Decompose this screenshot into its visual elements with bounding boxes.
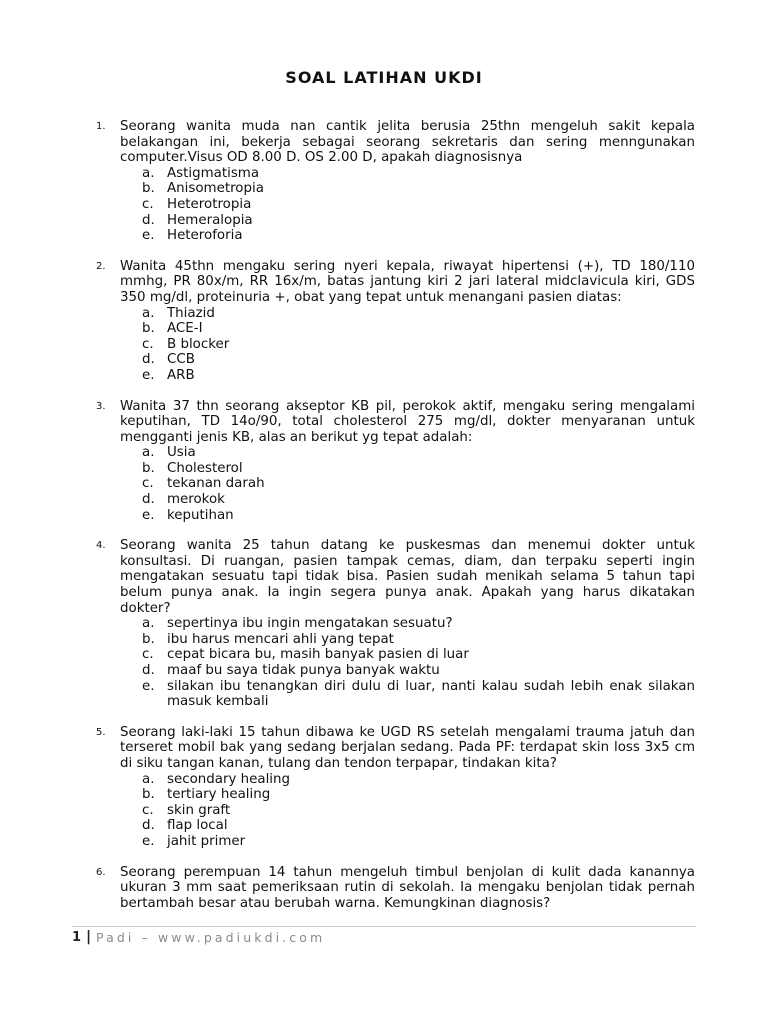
option-letter: d. bbox=[142, 663, 155, 678]
option-letter: d. bbox=[142, 818, 155, 834]
option-item bbox=[120, 337, 695, 353]
question-text: Wanita 37 thn seorang akseptor KB pil, perokok aktif, mengaku sering mengalami keputihan, TD 14o/90, total cholesterol 275 mg/dl, dokter menyaranan untuk mengganti jenis KB, alas an berikut yg tepat adalah: bbox=[120, 398, 695, 445]
page-footer bbox=[72, 926, 696, 947]
option-item bbox=[120, 787, 695, 803]
option-item bbox=[120, 632, 695, 648]
option-text: tekanan darah bbox=[167, 476, 265, 492]
option-letter: e. bbox=[142, 228, 155, 244]
question-text: Wanita 45thn mengaku sering nyeri kepala, riwayat hipertensi (+), TD 180/110 mmhg, PR 80x/m, RR 16x/m, batas jantung kiri 2 jari lateral midclavicula kiri, GDS 350 mg/dl, proteinuria +, obat yang tepat untuk menangani pasien diatas: bbox=[120, 258, 695, 305]
option-text: skin graft bbox=[167, 802, 231, 818]
option-letter: e. bbox=[142, 507, 155, 523]
option-letter: c. bbox=[142, 196, 154, 212]
option-text: Heteroforia bbox=[167, 228, 243, 244]
option-letter: e. bbox=[142, 367, 155, 383]
option-item bbox=[120, 772, 695, 788]
option-text: Thiazid bbox=[167, 305, 215, 321]
option-list bbox=[120, 772, 695, 850]
option-letter: d. bbox=[142, 492, 155, 508]
option-text: Astigmatisma bbox=[167, 165, 260, 181]
option-text: Anisometropia bbox=[167, 181, 264, 197]
option-item bbox=[120, 616, 695, 632]
option-text: CCB bbox=[167, 352, 195, 368]
option-letter: c. bbox=[142, 336, 154, 352]
option-letter: c. bbox=[142, 802, 154, 818]
option-text: Usia bbox=[167, 445, 196, 461]
question-number: 6. bbox=[96, 866, 106, 878]
option-text: tertiary healing bbox=[167, 787, 271, 803]
option-letter: b. bbox=[142, 321, 155, 337]
option-text: ARB bbox=[167, 367, 195, 383]
option-item bbox=[120, 647, 695, 663]
question-number: 1. bbox=[96, 121, 106, 132]
footer-separator: | bbox=[86, 929, 92, 945]
option-text: sepertinya ibu ingin mengatakan sesuatu? bbox=[167, 616, 453, 632]
question-item bbox=[96, 399, 695, 524]
option-item bbox=[120, 352, 695, 368]
option-text: Hemeralopia bbox=[167, 212, 253, 228]
page-number: 1 bbox=[72, 930, 82, 945]
question-text: Seorang laki-laki 15 tahun dibawa ke UGD RS setelah mengalami trauma jatuh dan terseret mobil bak yang sedang berjalan sedang. Pada PF: terdapat skin loss 3x5 cm di siku tangan kanan, tulang dan tendon terpapar, tindakan kita? bbox=[120, 724, 695, 771]
option-letter: c. bbox=[142, 476, 154, 492]
option-item bbox=[120, 368, 695, 384]
option-letter: b. bbox=[142, 460, 155, 476]
option-item bbox=[120, 834, 695, 850]
option-letter: a. bbox=[142, 771, 155, 787]
option-item bbox=[120, 197, 695, 213]
option-text: jahit primer bbox=[167, 833, 246, 849]
option-item bbox=[120, 228, 695, 244]
option-item bbox=[120, 679, 695, 710]
option-item bbox=[120, 461, 695, 477]
option-item bbox=[120, 181, 695, 197]
option-item bbox=[120, 508, 695, 524]
option-letter: b. bbox=[142, 631, 155, 647]
option-text: Cholesterol bbox=[167, 460, 243, 476]
question-number: 5. bbox=[96, 726, 106, 738]
footer-text: Padi – www.padiukdi.com bbox=[96, 930, 326, 945]
option-text: keputihan bbox=[167, 507, 234, 523]
option-letter: c. bbox=[142, 647, 154, 663]
option-letter: a. bbox=[142, 445, 155, 461]
question-number: 4. bbox=[96, 540, 106, 552]
question-number: 2. bbox=[96, 260, 106, 272]
option-text: secondary healing bbox=[167, 771, 291, 787]
question-text: Seorang wanita muda nan cantik jelita berusia 25thn mengeluh sakit kepala belakangan ini, bekerja sebagai seorang sekretaris dan sering menngunakan computer.Visus OD 8.00 D. OS 2.00 D, apakah diagnosisnya bbox=[120, 119, 695, 166]
option-text: ibu harus mencari ahli yang tepat bbox=[167, 631, 394, 647]
option-letter: b. bbox=[142, 787, 155, 803]
option-letter: a. bbox=[142, 305, 155, 321]
option-list bbox=[120, 166, 695, 244]
question-item bbox=[96, 865, 695, 912]
option-letter: a. bbox=[142, 165, 155, 181]
option-list bbox=[120, 616, 695, 710]
question-item bbox=[96, 119, 695, 244]
option-item bbox=[120, 803, 695, 819]
question-text: Seorang wanita 25 tahun datang ke puskesmas dan menemui dokter untuk konsultasi. Di ruangan, pasien tampak cemas, diam, dan terpaku seperti ingin mengatakan sesuatu tapi tidak bisa. Pasien sudah menikah selama 5 tahun tapi belum punya anak. Ia ingin segera punya anak. Apakah yang harus dikatakan dokter? bbox=[120, 538, 695, 616]
option-item bbox=[120, 476, 695, 492]
option-item bbox=[120, 306, 695, 322]
question-text: Seorang perempuan 14 tahun mengeluh timbul benjolan di kulit dada kanannya ukuran 3 mm saat pemeriksaan rutin di sekolah. Ia mengaku benjolan tidak pernah bertambah besar atau berubah warna. Kemungkinan diagnosis? bbox=[120, 864, 695, 911]
option-text: maaf bu saya tidak punya banyak waktu bbox=[167, 663, 440, 678]
option-letter: b. bbox=[142, 181, 155, 197]
option-text: silakan ibu tenangkan diri dulu di luar, nanti kalau sudah lebih enak silakan masuk kembali bbox=[167, 678, 695, 710]
option-item bbox=[120, 321, 695, 337]
option-item bbox=[120, 445, 695, 461]
question-item bbox=[96, 259, 695, 384]
option-letter: d. bbox=[142, 212, 155, 228]
option-text: B blocker bbox=[167, 336, 230, 352]
option-item bbox=[120, 213, 695, 229]
option-item bbox=[120, 492, 695, 508]
option-letter: e. bbox=[142, 833, 155, 849]
option-text: ACE-I bbox=[167, 321, 203, 337]
option-list bbox=[120, 306, 695, 384]
question-number: 3. bbox=[96, 400, 106, 412]
option-item bbox=[120, 663, 695, 679]
page-title: SOAL LATIHAN UKDI bbox=[285, 68, 483, 87]
option-letter: d. bbox=[142, 352, 155, 368]
option-text: Heterotropia bbox=[167, 196, 252, 212]
option-text: merokok bbox=[167, 492, 225, 508]
question-item bbox=[96, 725, 695, 850]
option-list bbox=[120, 445, 695, 523]
option-letter: a. bbox=[142, 616, 155, 632]
option-item bbox=[120, 166, 695, 182]
question-item bbox=[96, 538, 695, 710]
option-text: cepat bicara bu, masih banyak pasien di luar bbox=[167, 647, 469, 663]
option-letter: e. bbox=[142, 678, 155, 694]
option-text: flap local bbox=[167, 818, 228, 834]
option-item bbox=[120, 818, 695, 834]
question-list bbox=[96, 119, 695, 926]
